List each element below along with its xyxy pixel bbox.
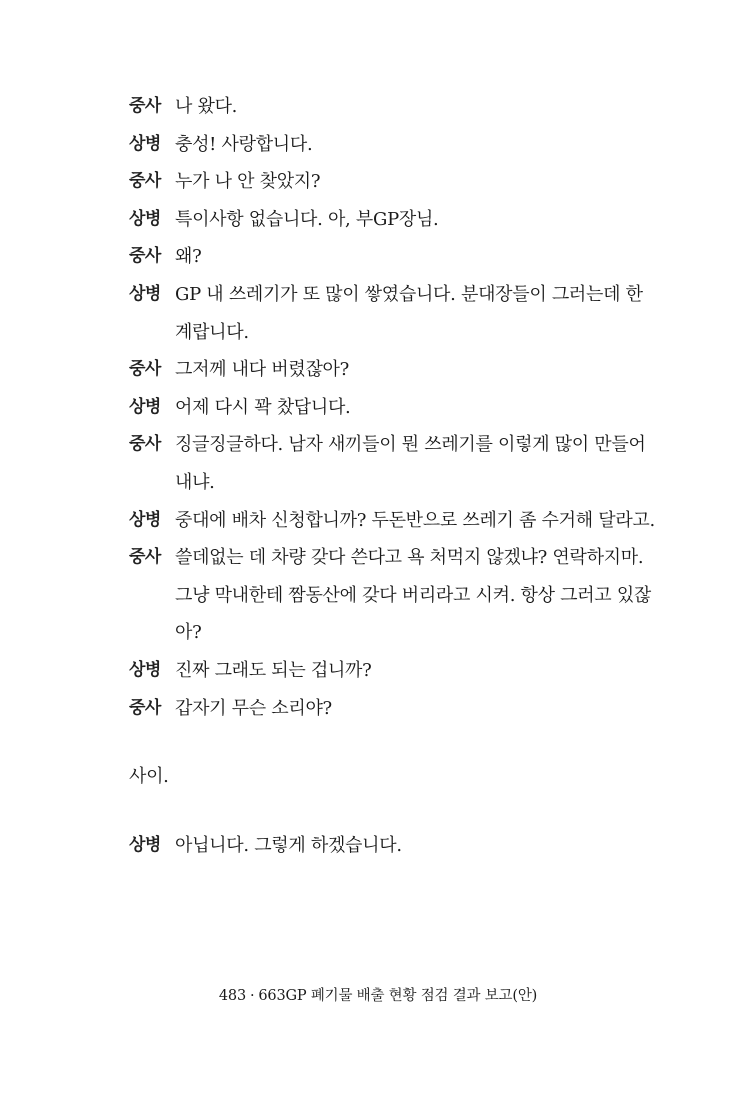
speaker-name: 상병 — [129, 283, 161, 304]
speaker-name: 중사 — [129, 359, 161, 380]
dialogue-line — [129, 126, 659, 164]
dialogue-line — [129, 201, 659, 239]
speaker-name: 중사 — [129, 547, 161, 568]
dialogue-text: 왜? — [175, 246, 202, 268]
page-number: 483 — [218, 988, 246, 1004]
speaker-name: 중사 — [129, 697, 161, 718]
dialogue-line — [129, 238, 659, 276]
speaker-name: 상병 — [129, 133, 161, 154]
dialogue-text: 갑자기 무슨 소리야? — [175, 697, 332, 719]
speaker-name: 상병 — [129, 208, 161, 229]
footer-separator: · — [249, 988, 255, 1004]
dialogue-text: 특이사항 없습니다. 아, 부GP장님. — [175, 208, 439, 230]
stage-direction: 사이. — [129, 766, 169, 788]
speaker-name: 상병 — [129, 396, 161, 417]
dialogue-text: 그저께 내다 버렸잖아? — [175, 359, 349, 381]
dialogue-line — [129, 351, 659, 389]
speaker-name: 중사 — [129, 434, 161, 455]
speaker-name: 중사 — [129, 171, 161, 192]
dialogue-text: 중대에 배차 신청합니까? 두돈반으로 쓰레기 좀 수거해 달라고. — [175, 509, 655, 531]
dialogue-text: 나 왔다. — [175, 96, 238, 117]
dialogue-text: 누가 나 안 찾았지? — [175, 171, 321, 193]
speaker-name: 중사 — [129, 246, 161, 267]
script-body — [129, 88, 659, 864]
speaker-name: 중사 — [129, 96, 161, 116]
dialogue-line — [129, 276, 659, 351]
dialogue-line — [129, 690, 659, 728]
dialogue-line — [129, 163, 659, 201]
dialogue-line — [129, 652, 659, 690]
dialogue-text: 징글징글하다. 남자 새끼들이 뭔 쓰레기를 이렇게 많이 만들어 내냐. — [175, 434, 646, 493]
dialogue-text: 충성! 사랑합니다. — [175, 133, 313, 155]
dialogue-text: GP 내 쓰레기가 또 많이 쌓였습니다. 분대장들이 그러는데 한계랍니다. — [175, 283, 643, 343]
speaker-name: 상병 — [129, 509, 161, 530]
speaker-name: 상병 — [129, 659, 161, 680]
dialogue-text: 아닙니다. 그렇게 하겠습니다. — [175, 834, 402, 856]
dialogue-text: 어제 다시 꽉 찼답니다. — [175, 396, 351, 418]
dialogue-line — [129, 827, 659, 865]
dialogue-line — [129, 502, 659, 540]
page-footer — [0, 984, 756, 1005]
dialogue-text: 쓸데없는 데 차량 갖다 쓴다고 욕 처먹지 않겠냐? 연락하지마. 그냥 막내한테 짬동산에 갖다 버리라고 시켜. 항상 그러고 있잖아? — [175, 547, 651, 644]
dialogue-text: 진짜 그래도 되는 겁니까? — [175, 659, 372, 681]
speaker-name: 상병 — [129, 834, 161, 855]
dialogue-line — [129, 426, 659, 501]
dialogue-line — [129, 389, 659, 427]
running-title: 663GP 폐기물 배출 현황 점검 결과 보고(안) — [258, 988, 538, 1004]
dialogue-line — [129, 539, 659, 652]
dialogue-line — [129, 88, 659, 126]
